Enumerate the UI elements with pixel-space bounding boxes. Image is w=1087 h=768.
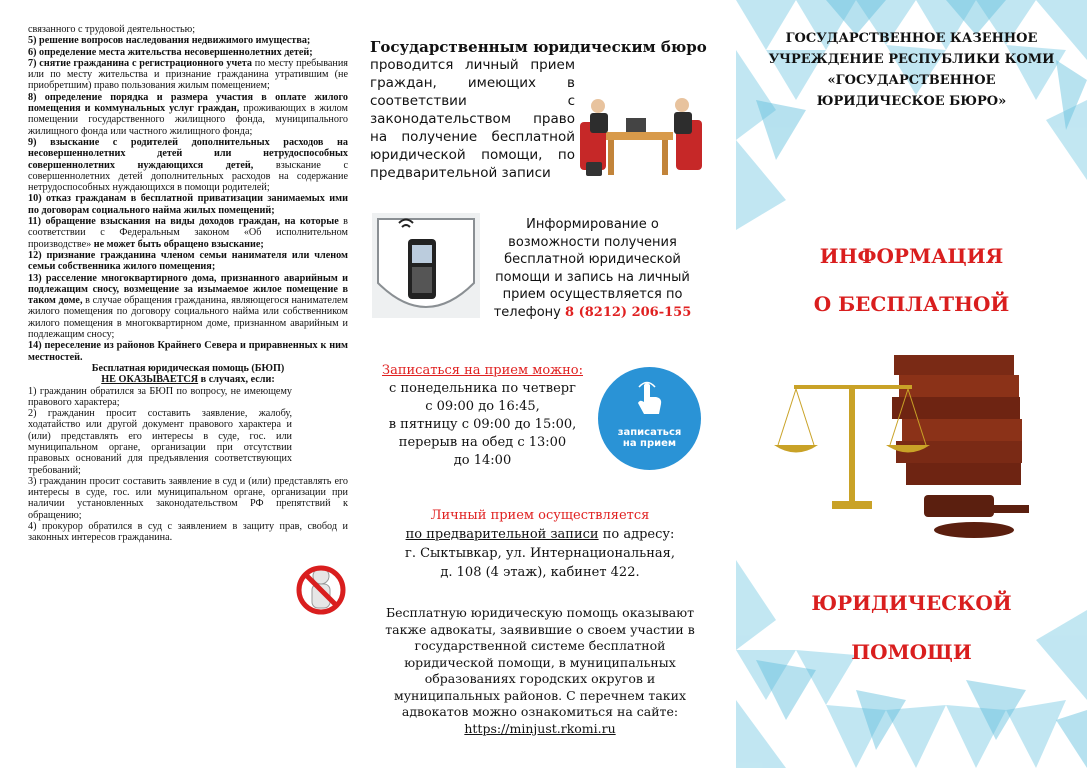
list-item: 8) определение порядка и размера участия в оплате жилого помещения и коммунальных услуг граждан, проживающих в жилом помещении государственного жилищного фонда, муниципального жилищного фонда или частного жилищного фонда;	[28, 91, 348, 137]
pointer-hand-icon	[634, 381, 664, 415]
list-item: 10) отказ гражданам в бесплатной приватизации занимаемых ими по договорам социального найма жилых помещений;	[28, 193, 348, 216]
list-item: связанного с трудовой деятельностью;	[28, 24, 196, 35]
visit-heading: Личный прием осуществляется	[430, 508, 650, 523]
schedule-line: с понедельника по четверг	[389, 381, 576, 396]
list-item: 14) переселение из районов Крайнего Севера и приравненных к ним местностей.	[28, 340, 348, 363]
address-line: д. 108 (4 этаж), кабинет 422.	[440, 565, 640, 580]
title-line: ЮРИДИЧЕСКОЙ	[811, 591, 1012, 615]
schedule-line: перерыв на обед с 13:00	[398, 435, 567, 450]
list-item: 6) определение места жительства несовершеннолетних детей;	[28, 46, 313, 58]
title-line: ИНФОРМАЦИЯ	[819, 244, 1004, 268]
lawyer-meeting-illustration	[578, 92, 708, 187]
case-item: 4) прокурор обратился в суд с заявлением в защиту прав, свобод и законных интересов гражданина.	[28, 521, 348, 544]
button-label: записаться	[617, 427, 682, 438]
schedule-label: Записаться на прием можно:	[382, 363, 583, 378]
visit-line: по предварительной записи по адресу:	[405, 527, 675, 542]
phone-number[interactable]: 8 (8212) 206-155	[565, 304, 692, 320]
case-item: 1) гражданин обратился за БЮП по вопросу, не имеющему правового характера;	[28, 385, 292, 408]
title-line: ПОМОЩИ	[851, 640, 972, 664]
title-line: О БЕСПЛАТНОЙ	[813, 292, 1010, 316]
button-label: на прием	[622, 438, 677, 449]
intro-heading: Государственным юридическим бюро	[370, 38, 707, 56]
list-item: 13) расселение многоквартирного дома, признанного аварийным и подлежащим сносу, возмещение за изымаемое жилое помещение в таком доме, в случае обращения гражданина, являющегося нанимателем жилого помещения по договору социального найма или собственником жилого помещения в многоквартирном доме, признанном аварийным и подлежащим сносу;	[28, 272, 348, 341]
schedule-line: с 09:00 до 16:45,	[425, 399, 540, 414]
info-text: Информирование о возможности получения бесплатной юридической помощи и запись на личный прием осуществляется по телефону 8 (8212) 206-155	[493, 217, 692, 320]
scales-of-justice-illustration	[774, 345, 1044, 545]
website-link[interactable]: https://minjust.rkomi.ru	[464, 720, 616, 736]
schedule-line: до 14:00	[453, 453, 512, 468]
list-item: 12) признание гражданина членом семьи нанимателя или членом семьи собственника жилого помещения;	[28, 249, 348, 273]
case-item: 3) гражданин просит составить заявление в суд и (или) представлять его интересы в суде, гос. или муниципальном органе, организации при наличии установленных законодательством РФ препятствий к обращению;	[28, 475, 348, 521]
organization-name: ГОСУДАРСТВЕННОЕ КАЗЕННОЕ УЧРЕЖДЕНИЕ РЕСПУБЛИКИ КОМИ «ГОСУДАРСТВЕННОЕ ЮРИДИЧЕСКОЕ БЮРО»	[768, 31, 1055, 109]
schedule-line: в пятницу с 09:00 до 15:00,	[388, 417, 577, 432]
intro-text: проводится личный прием граждан, имеющих в соответствии с законодательством право на получение бесплатной юридической помощи, по предварительной записи	[370, 57, 575, 181]
list-item: 11) обращение взыскания на виды доходов граждан, на которые в соответствии с Федеральным законом «Об исполнительном производстве» не может быть обращено взыскание;	[28, 216, 348, 250]
book-appointment-button[interactable]	[598, 367, 701, 470]
visit-info	[375, 506, 705, 582]
right-column	[736, 0, 1087, 768]
list-item: 9) взыскание с родителей дополнительных расходов на несовершеннолетних детей или нетрудоспособных совершеннолетних нуждающихся детей, взыскание с совершеннолетних детей дополнительных расходов на содержание нетрудоспособных нуждающихся в помощи родителей;	[28, 136, 348, 194]
schedule	[370, 362, 595, 470]
list-item: 7) снятие гражданина с регистрационного учета по месту пребывания или по месту жительства и признание гражданина утратившим (не приобретшим) право пользования жилым помещением;	[28, 57, 348, 92]
prohibited-icon	[294, 558, 348, 618]
case-item: 2) гражданин просит составить заявление, жалобу, ходатайство или другой документ правового характера и (или) представлять его интересы в суде, гос. или муниципальном органе, организации при отсутствии правовых оснований для предъявления соответствующих требований;	[28, 408, 292, 476]
not-provided-subtitle: НЕ ОКАЗЫВАЕТСЯ в случаях, если:	[101, 374, 275, 386]
list-item: 5) решение вопросов наследования недвижимого имущества;	[28, 35, 311, 47]
left-column	[28, 24, 348, 544]
not-provided-title: Бесплатная юридическая помощь (БЮП)	[91, 362, 285, 374]
address-line: г. Сыктывкар, ул. Интернациональная,	[405, 546, 675, 561]
mobile-phone-icon	[372, 213, 480, 318]
advocates-info: Бесплатную юридическую помощь оказывают также адвокаты, заявившие о своем участии в государственной системе бесплатной юридической помощи, в муниципальных образованиях городских округов и муниципальных районов. С перечнем таких адвокатов можно ознакомиться на сайте: https://minjust.rkomi.ru	[385, 605, 695, 736]
